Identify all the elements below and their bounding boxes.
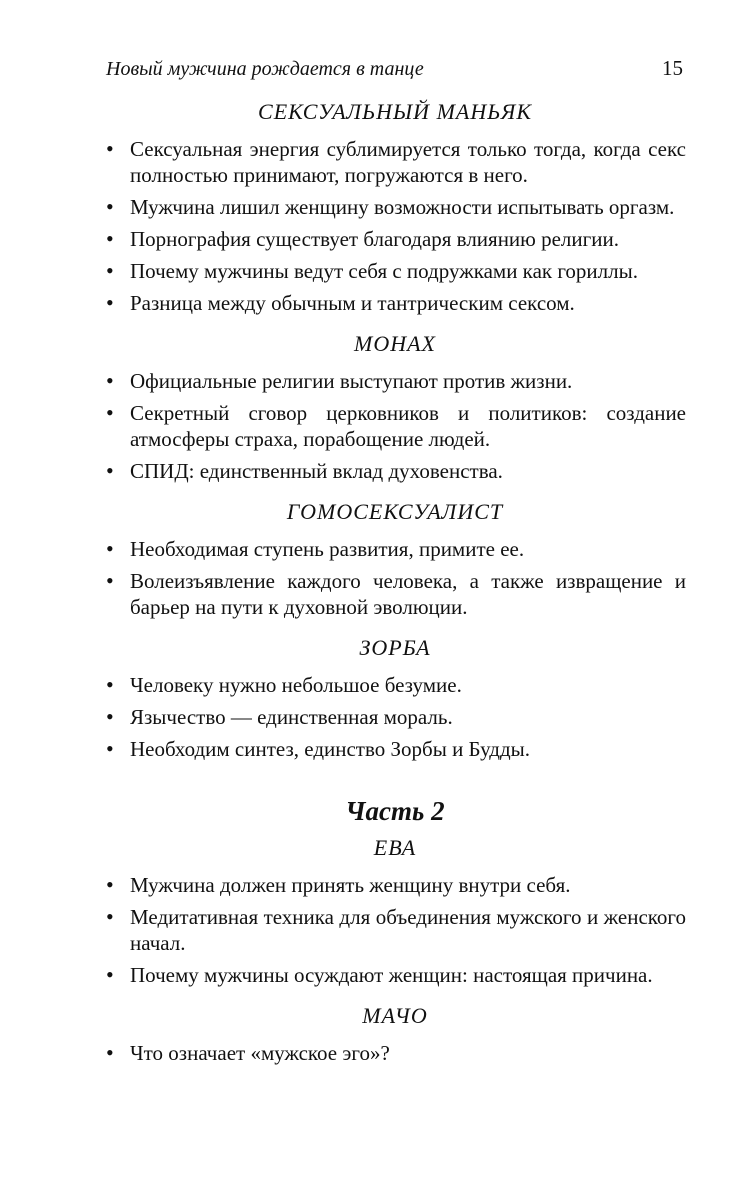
page-number: 15 (662, 56, 683, 80)
running-head (106, 56, 683, 81)
list-item: • Почему мужчины ведут себя с подружками как гориллы. (104, 258, 686, 284)
section-title-homosexual: ГОМОСЕКСУАЛИСТ (286, 499, 504, 524)
list-item: • Разница между обычным и тантрическим сексом. (104, 290, 686, 316)
list-item: • Язычество — единственная мораль. (104, 704, 686, 730)
table-of-contents (104, 98, 686, 1080)
section-list-macho (104, 1040, 686, 1066)
list-item: • Секретный сговор церковников и политиков: создание атмосферы страха, порабощение людей. (104, 400, 686, 452)
list-item: • Необходимая ступень развития, примите ее. (104, 536, 686, 562)
section-title-monk: МОНАХ (354, 331, 436, 356)
part-title: Часть 2 (345, 796, 445, 826)
section-title-macho: МАЧО (362, 1003, 428, 1028)
list-item: • Мужчина должен принять женщину внутри себя. (104, 872, 686, 898)
list-item: • СПИД: единственный вклад духовенства. (104, 458, 686, 484)
section-title-zorba: ЗОРБА (359, 635, 431, 660)
list-item: • Волеизъявление каждого человека, а также извращение и барьер на пути к духовной эволюции. (104, 568, 686, 620)
list-item: • Официальные религии выступают против жизни. (104, 368, 686, 394)
list-item: • Необходим синтез, единство Зорбы и Будды. (104, 736, 686, 762)
list-item: • Что означает «мужское эго»? (104, 1040, 686, 1066)
section-title-sexual-maniac: СЕКСУАЛЬНЫЙ МАНЬЯК (258, 99, 532, 124)
list-item: • Почему мужчины осуждают женщин: настоящая причина. (104, 962, 686, 988)
section-list-zorba (104, 672, 686, 762)
section-list-sexual-maniac (104, 136, 686, 316)
list-item: • Мужчина лишил женщину возможности испытывать оргазм. (104, 194, 686, 220)
list-item: • Порнография существует благодаря влиянию религии. (104, 226, 686, 252)
list-item: • Сексуальная энергия сублимируется только тогда, когда секс полностью принимают, погружаются в него. (104, 136, 686, 188)
running-title: Новый мужчина рождается в танце (106, 58, 424, 80)
section-list-homosexual (104, 536, 686, 620)
section-list-eve (104, 872, 686, 988)
list-item: • Медитативная техника для объединения мужского и женского начал. (104, 904, 686, 956)
section-title-eve: ЕВА (373, 835, 417, 860)
list-item: • Человеку нужно небольшое безумие. (104, 672, 686, 698)
section-list-monk (104, 368, 686, 484)
